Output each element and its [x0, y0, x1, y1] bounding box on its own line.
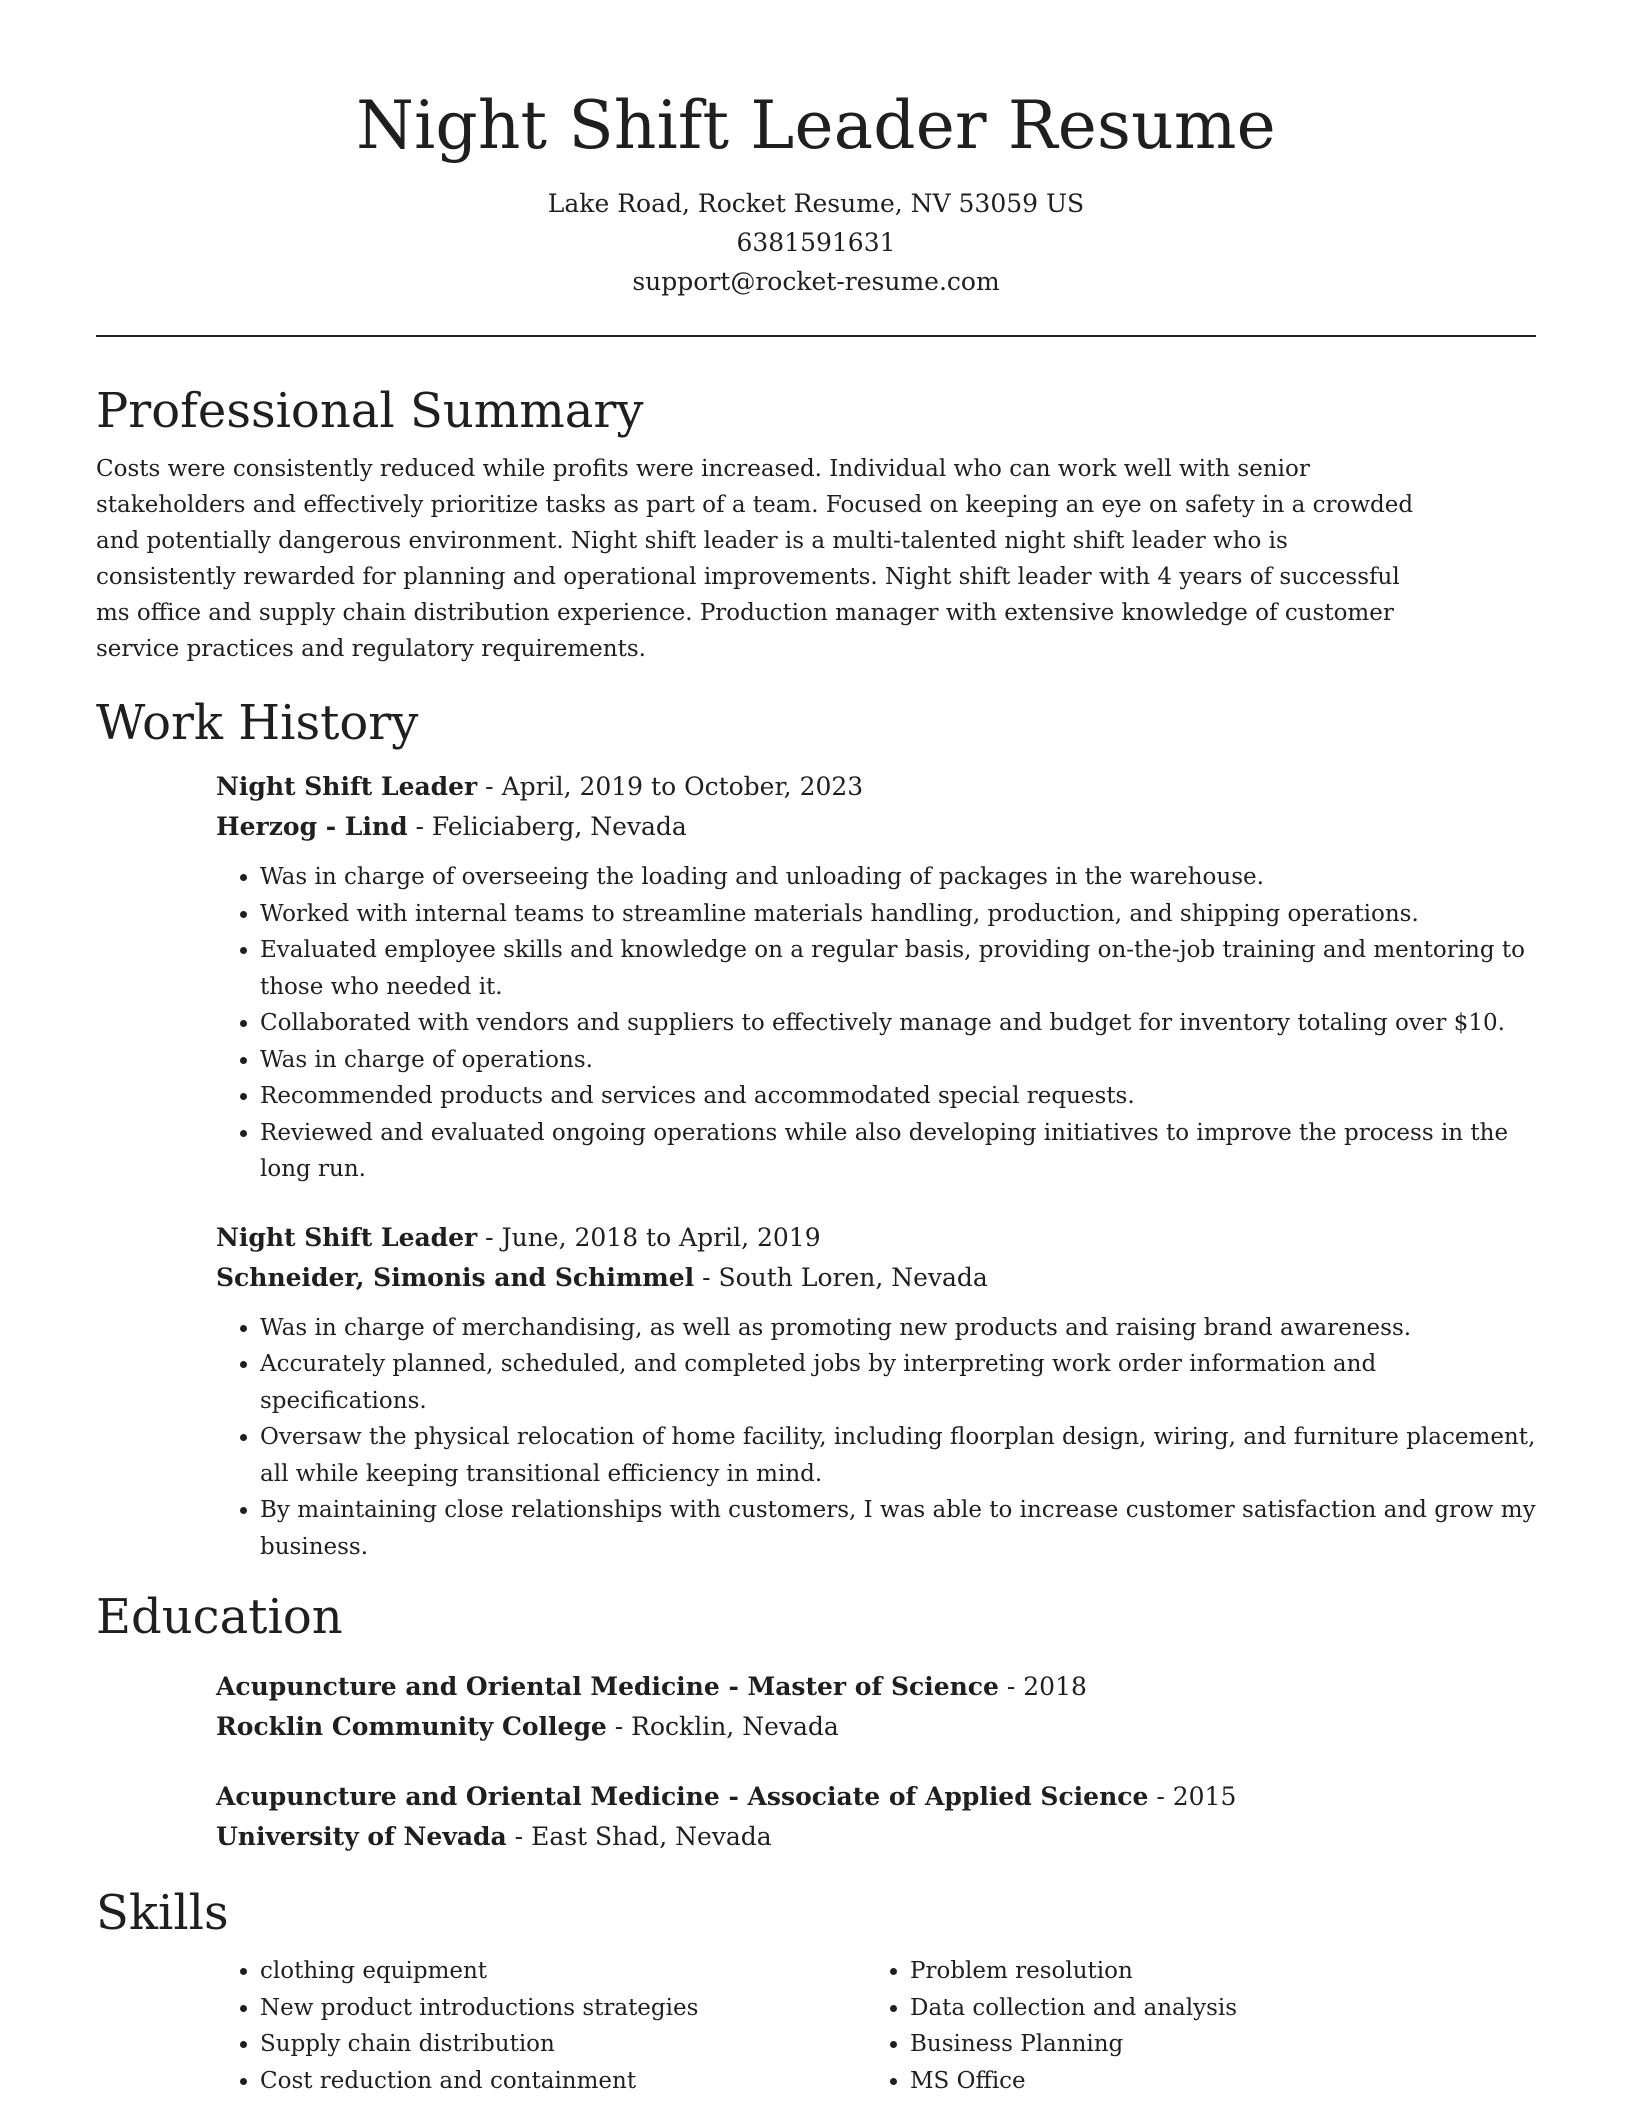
resume-header	[96, 0, 1536, 301]
skill-item: • MS Office	[910, 2063, 1516, 2100]
job-company-line	[216, 807, 1536, 847]
job-company-line	[216, 1258, 1536, 1298]
skill-item: • Problem resolution	[910, 1953, 1516, 1990]
education-heading: Education	[96, 1589, 343, 1645]
list-item: • Evaluated employee skills and knowledge on a regular basis, providing on-the-job training and mentoring to those who needed it.	[260, 932, 1536, 1005]
education-entry	[216, 1667, 1536, 1747]
school-location: - East Shad, Nevada	[506, 1822, 772, 1851]
job-role: Night Shift Leader	[216, 1222, 478, 1252]
job-location: - Feliciaberg, Nevada	[407, 812, 687, 841]
skill-item: • New product introductions strategies	[260, 1990, 866, 2027]
job-entry	[216, 767, 1536, 1188]
school-name: Rocklin Community College	[216, 1712, 607, 1741]
job-location: - South Loren, Nevada	[694, 1262, 988, 1292]
school-line	[216, 1707, 1536, 1747]
list-item: • Reviewed and evaluated ongoing operations while also developing initiatives to improve the process in the long run.	[260, 1115, 1536, 1188]
contact-email: support@rocket-resume.com	[632, 267, 1000, 296]
list-item: • Oversaw the physical relocation of home facility, including floorplan design, wiring, and furniture placement, all while keeping transitional efficiency in mind.	[260, 1419, 1536, 1492]
job-company: Schneider, Simonis and Schimmel	[216, 1262, 695, 1292]
skills-heading: Skills	[96, 1885, 229, 1941]
degree-line	[216, 1667, 1536, 1707]
school-name: University of Nevada	[216, 1822, 507, 1851]
contact-address: Lake Road, Rocket Resume, NV 53059 US	[547, 189, 1085, 218]
degree-field: Acupuncture and Oriental Medicine - Associate of Applied Science	[216, 1782, 1149, 1811]
degree-line	[216, 1777, 1536, 1817]
list-item: • Was in charge of merchandising, as well as promoting new products and raising brand awareness.	[260, 1310, 1536, 1347]
job-bullets	[216, 1310, 1536, 1566]
work-history-heading: Work History	[96, 695, 419, 751]
summary-text: Costs were consistently reduced while profits were increased. Individual who can work well with senior stakeholders and effectively prioritize tasks as part of a team. Focused on keeping an eye on safety in a crowded and potentially dangerous environment. Night shift leader is a multi-talented night shift leader who is consistently rewarded for planning and operational improvements. Night shift leader with 4 years of successful ms office and supply chain distribution experience. Production manager with extensive knowledge of customer service practices and regulatory requirements.	[96, 456, 1414, 662]
skill-item: • Cost reduction and containment	[260, 2063, 866, 2100]
list-item: • Recommended products and services and accommodated special requests.	[260, 1078, 1536, 1115]
skills-list-left	[216, 1953, 866, 2099]
header-divider	[96, 335, 1536, 337]
degree-field: Acupuncture and Oriental Medicine - Master of Science	[216, 1672, 999, 1701]
summary-section	[96, 381, 1536, 667]
job-role: Night Shift Leader	[216, 772, 478, 801]
summary-heading: Professional Summary	[96, 383, 644, 439]
job-bullets	[216, 859, 1536, 1188]
list-item: • By maintaining close relationships with customers, I was able to increase customer satisfaction and grow my business.	[260, 1492, 1536, 1565]
list-item: • Accurately planned, scheduled, and completed jobs by interpreting work order information and specifications.	[260, 1346, 1536, 1419]
education-entry	[216, 1777, 1536, 1857]
list-item: • Was in charge of operations.	[260, 1042, 1536, 1079]
skills-grid	[216, 1953, 1536, 2099]
skill-item: • Business Planning	[910, 2026, 1516, 2063]
job-title-line	[216, 1218, 1536, 1258]
work-history-section	[96, 693, 1536, 1565]
resume-page	[96, 0, 1536, 2099]
job-entry	[216, 1218, 1536, 1566]
skills-section	[96, 1883, 1536, 2099]
skills-column-right	[866, 1953, 1516, 2099]
job-dates: - April, 2019 to October, 2023	[477, 772, 864, 801]
list-item: • Was in charge of overseeing the loading and unloading of packages in the warehouse.	[260, 859, 1536, 896]
job-title-line	[216, 767, 1536, 807]
school-line	[216, 1817, 1536, 1857]
skills-list-right	[866, 1953, 1516, 2099]
job-dates: - June, 2018 to April, 2019	[477, 1222, 821, 1252]
degree-year: - 2015	[1148, 1782, 1237, 1811]
list-item: • Worked with internal teams to streamline materials handling, production, and shipping operations.	[260, 896, 1536, 933]
job-company: Herzog - Lind	[216, 812, 408, 841]
skill-item: • Data collection and analysis	[910, 1990, 1516, 2027]
school-location: - Rocklin, Nevada	[606, 1712, 839, 1741]
degree-year: - 2018	[998, 1672, 1087, 1701]
skill-item: • Supply chain distribution	[260, 2026, 866, 2063]
skills-column-left	[216, 1953, 866, 2099]
list-item: • Collaborated with vendors and suppliers to effectively manage and budget for inventory totaling over $10.	[260, 1005, 1536, 1042]
skill-item: • clothing equipment	[260, 1953, 866, 1990]
education-section	[96, 1587, 1536, 1857]
resume-title: Night Shift Leader Resume	[356, 87, 1276, 164]
contact-phone: 6381591631	[736, 228, 896, 257]
